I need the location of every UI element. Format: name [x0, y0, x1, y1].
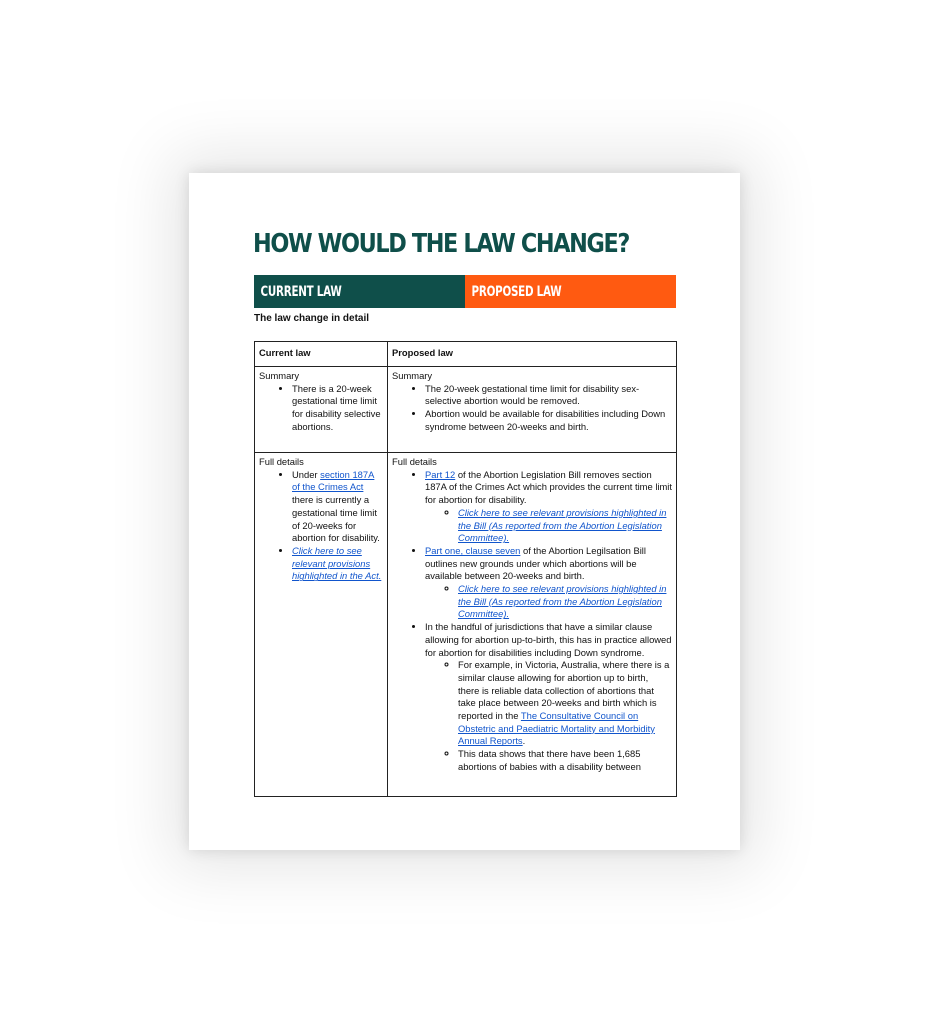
summary-current-list — [259, 383, 383, 434]
item-text: For example, in Victoria, Australia, where there is a similar clause allowing for abortion up to birth, there is reliable data collection of abortions that take place between 20-weeks and birth which is reported in the — [458, 659, 670, 722]
list-item: ◦ This data shows that there have been 1,685 abortions of babies with a disability between — [458, 748, 672, 773]
section-187a-link[interactable]: section 187A of the Crimes Act — [292, 468, 375, 493]
summary-label: Summary — [392, 370, 433, 381]
list-item — [425, 545, 672, 621]
bill-provisions-link-2[interactable]: Click here to see relevant provisions highlighted in the Bill (As reported from the Abortion Legislation Committee). — [458, 583, 667, 620]
list-item — [458, 659, 672, 748]
document-page — [189, 173, 740, 850]
list-item — [292, 469, 383, 545]
details-current-list — [259, 469, 383, 583]
item-text: In the handful of jurisdictions that have a similar clause allowing for abortion up-to-birth, this has in practice allowed for abortion for disabilities including Down syndrome. — [425, 621, 672, 658]
item-text: . — [522, 735, 526, 747]
item-text: there is currently a gestational time limit of 20-weeks for abortion for disability. — [292, 494, 380, 544]
summary-proposed-cell — [388, 367, 677, 453]
summary-proposed-list — [392, 383, 672, 434]
proposed-law-band — [465, 275, 676, 308]
details-proposed-list — [392, 469, 672, 774]
sub-list — [425, 659, 672, 773]
list-item: • The 20-week gestational time limit for disability sex-selective abortion would be removed. — [425, 383, 672, 408]
table-row-full-details — [255, 453, 677, 797]
sub-list — [425, 507, 672, 545]
details-label: Full details — [392, 456, 437, 467]
bill-provisions-link-1[interactable]: Click here to see relevant provisions highlighted in the Bill (As reported from the Abortion Legislation Committee). — [458, 506, 667, 544]
proposed-law-band-label: PROPOSED LAW — [471, 283, 562, 300]
item-text: Under — [292, 468, 321, 480]
law-comparison-table — [254, 341, 677, 797]
header-proposed-law: Proposed law — [388, 342, 677, 367]
details-current-cell — [255, 453, 388, 797]
list-item — [458, 507, 672, 545]
details-label: Full details — [259, 456, 304, 467]
ccopmm-reports-link[interactable]: The Consultative Council on Obstetric and Paediatric Mortality and Morbidity Annual Reports — [458, 710, 655, 747]
part-one-clause-seven-link[interactable]: Part one, clause seven — [425, 544, 521, 556]
item-text: of the Abortion Legislation Bill removes section 187A of the Crimes Act which provides the current time limit for abortion for disability. — [425, 468, 672, 506]
details-proposed-cell — [388, 453, 677, 797]
summary-current-cell — [255, 367, 388, 453]
act-provisions-link[interactable]: Click here to see relevant provisions highlighted in the Act. — [292, 544, 382, 582]
list-item — [425, 469, 672, 545]
current-law-band — [254, 275, 465, 308]
table-row-summary — [255, 367, 677, 453]
list-item — [425, 621, 672, 773]
page-title: HOW WOULD THE LAW CHANGE? — [253, 229, 629, 259]
header-current-law: Current law — [255, 342, 388, 367]
list-item: • Abortion would be available for disabilities including Down syndrome between 20-weeks and birth. — [425, 408, 672, 433]
part-12-link[interactable]: Part 12 — [425, 468, 456, 480]
list-item: • There is a 20-week gestational time limit for disability selective abortions. — [292, 383, 383, 434]
item-text: of the Abortion Legilsation Bill outlines new grounds under which abortions will be available between 20-weeks and birth. — [425, 544, 646, 582]
list-item — [292, 545, 383, 583]
summary-label: Summary — [259, 370, 300, 381]
section-subheading: The law change in detail — [254, 313, 370, 324]
current-law-band-label: CURRENT LAW — [260, 283, 342, 300]
list-item — [458, 583, 672, 621]
table-header-row — [255, 342, 677, 367]
sub-list — [425, 583, 672, 621]
